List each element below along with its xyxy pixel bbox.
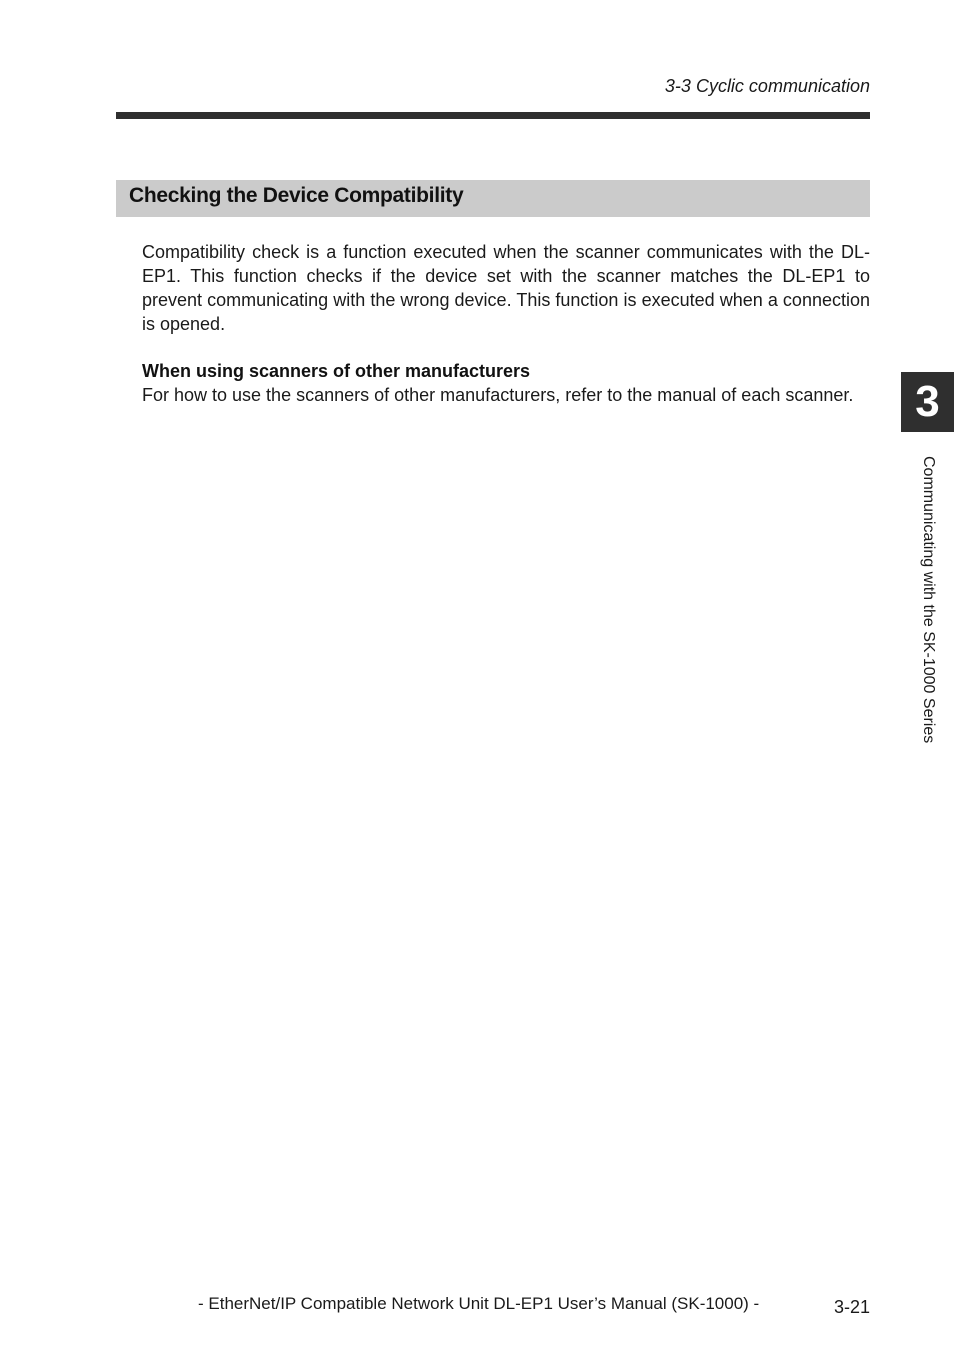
chapter-side-title-wrap bbox=[916, 456, 940, 804]
section-title: Checking the Device Compatibility bbox=[129, 184, 464, 207]
footer-page-number: 3-21 bbox=[833, 1297, 870, 1317]
paragraph-other-manufacturers: For how to use the scanners of other manufacturers, refer to the manual of each scanner. bbox=[142, 385, 854, 405]
chapter-side-title: Communicating with the SK-1000 Series bbox=[920, 456, 937, 744]
footer-manual-title: - EtherNet/IP Compatible Network Unit DL-EP1 User’s Manual (SK-1000) - bbox=[198, 1294, 760, 1313]
paragraph-compatibility-check: Compatibility check is a function executed when the scanner communicates with the DL-EP1. This function checks if the device set with the scanner matches the DL-EP1 to prevent communicating with the wrong device. This function is executed when a connection is opened. bbox=[142, 242, 870, 334]
running-head: 3-3 Cyclic communication bbox=[664, 76, 870, 96]
chapter-tab: 3 bbox=[901, 372, 954, 432]
header-rule bbox=[116, 112, 870, 119]
section-title-bar bbox=[116, 180, 870, 217]
subheading-other-manufacturers: When using scanners of other manufacturers bbox=[142, 361, 531, 381]
